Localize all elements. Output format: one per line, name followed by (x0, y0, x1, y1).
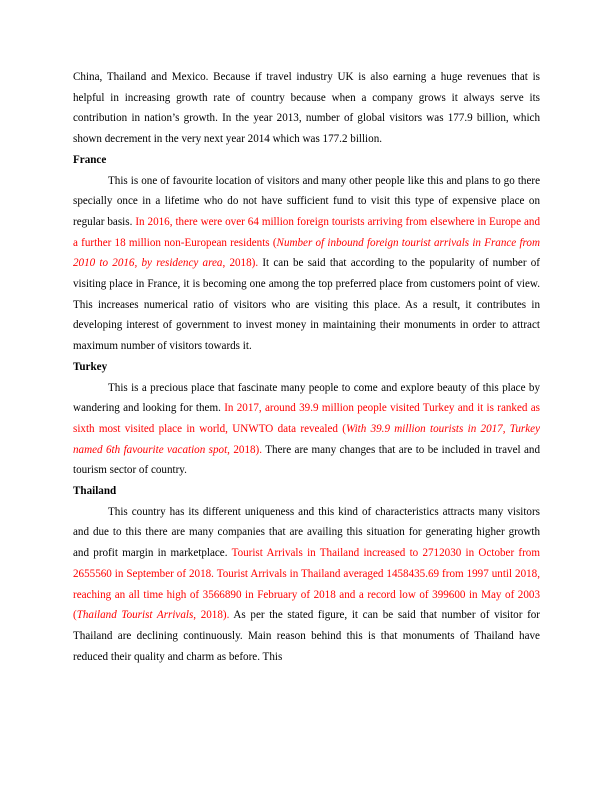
france-citation-year: , 2018). (222, 257, 259, 270)
turkey-citation-text: In 2017, around 39.9 million people visited Turkey and it is ranked as sixth most visited place in world, UNWTO data revealed ( (73, 402, 540, 435)
thailand-text-1: This country has its different uniqueness and this kind of characteristics attracts many visitors and due to this there are many companies that are availing this situation for generating higher growth and profit margin in marketplace. (73, 505, 540, 560)
france-text-2: It can be said that according to the popularity of number of visiting place in France, it is becoming one among the top preferred place from customers point of view. This increases numerical ratio of visitors who are visiting this place. As a result, it contributes in developing interest of government to invest money in maintaining their monuments in order to attract maximum number of visitors towards it. (73, 257, 540, 353)
turkey-heading: Turkey (73, 360, 108, 373)
france-heading: France (73, 153, 107, 166)
france-paragraph (73, 171, 540, 357)
thailand-citation-source: Thailand Tourist Arrivals (76, 609, 194, 622)
turkey-paragraph (73, 378, 540, 482)
france-text-1: This is one of favourite location of visitors and many other people like this and plans to go there specially once in a lifetime who do not have sufficient fund to visit this type of expensive place on regular basis. (73, 174, 540, 228)
thailand-paragraph (73, 502, 540, 668)
intro-paragraph: China, Thailand and Mexico. Because if travel industry UK is also earning a huge revenues that is helpful in increasing growth rate of country because when a company grows it always serve its contribution in nation’s growth. In the year 2013, number of global visitors was 177.9 billion, which shown decrement in the very next year 2014 which was 177.2 billion. (73, 71, 540, 146)
document-page (73, 67, 540, 667)
thailand-heading: Thailand (73, 485, 117, 498)
turkey-text-1: This is a precious place that fascinate many people to come and explore beauty of this place by wandering and looking for them. (73, 381, 540, 415)
thailand-citation-year: , 2018). (193, 609, 230, 622)
turkey-citation-year: , 2018). (227, 443, 263, 456)
turkey-text-2: There are many changes that are to be included in travel and tourism sector of country. (73, 443, 541, 477)
france-citation-text: In 2016, there were over 64 million foreign tourists arriving from elsewhere in Europe and a further 18 million non-European residents ( (73, 215, 541, 249)
turkey-citation-source: With 39.9 million tourists in 2017, Turkey named 6th favourite vacation spot (73, 422, 540, 456)
thailand-text-2: As per the stated figure, it can be said that number of visitor for Thailand are declining continuously. Main reason behind this is that monuments of Thailand have reduced their quality and charm as before. This (73, 609, 541, 663)
france-citation-source: Number of inbound foreign tourist arrivals in France from 2010 to 2016, by residency area (73, 236, 540, 270)
thailand-citation-text: Tourist Arrivals in Thailand increased to 2712030 in October from 2655560 in September of 2018. Tourist Arrivals in Thailand averaged 1458435.69 from 1997 until 2018, reaching an all time high of 3566890 in February of 2018 and a record low of 399600 in May of 2003 ( (73, 547, 540, 622)
